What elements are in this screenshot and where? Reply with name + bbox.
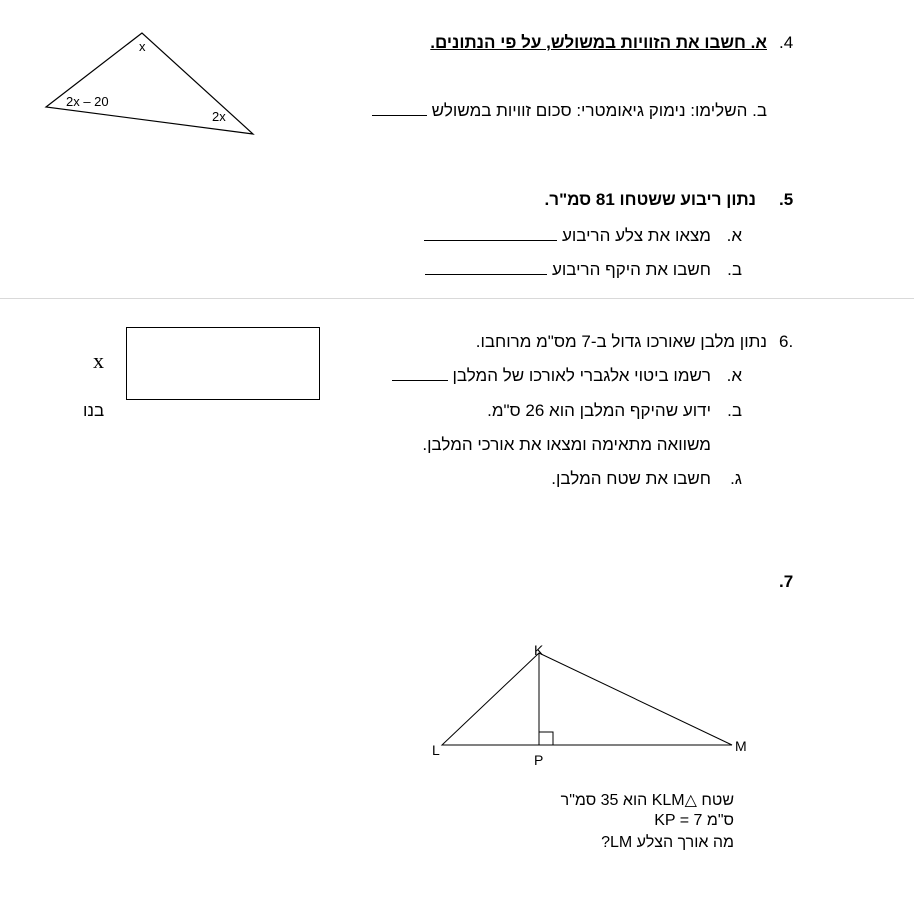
q4-left-angle-label: 2x – 20: [66, 94, 109, 109]
q5-b-line: [425, 260, 711, 280]
q7-line1: שטח △KLM הוא 35 סמ"ר: [560, 792, 734, 809]
q4-number: .4: [779, 33, 794, 52]
q6-b-text: ידוע שהיקף המלבן הוא 26 ס"מ.: [487, 401, 711, 420]
q7-label-l: L: [432, 742, 440, 758]
q6-c-letter: ג.: [730, 469, 742, 488]
q7-label-p: P: [534, 752, 544, 768]
q7-right-angle-mark: [539, 732, 553, 745]
q5-a-line: [424, 226, 711, 246]
q4-right-angle-label: 2x: [212, 109, 226, 124]
q5-a-letter: א.: [726, 226, 742, 245]
q6-intro: נתון מלבן שאורכו גדול ב-7 מס"מ מרוחבו.: [475, 332, 767, 351]
q6-a-line: [392, 366, 711, 386]
q6-margin-note: בנו: [83, 401, 105, 420]
q7-triangle-diagram: [425, 635, 760, 775]
q5-a-text: מצאו את צלע הריבוע: [561, 226, 711, 245]
q7-line3: מה אורך הצלע LM?: [601, 834, 734, 851]
q6-a-letter: א.: [726, 366, 742, 385]
q6-b-text2: משוואה מתאימה ומצאו את אורכי המלבן.: [422, 435, 711, 454]
q4-triangle-diagram: [40, 28, 260, 138]
q7-triangle: [442, 653, 732, 745]
q6-a-answer-blank[interactable]: [392, 366, 448, 381]
q5-b-text: חשבו את היקף הריבוע: [552, 260, 711, 279]
q7-number: .7: [779, 572, 794, 591]
q6-c-text: חשבו את שטח המלבן.: [551, 469, 711, 488]
q4-b-line: [372, 101, 767, 121]
q4-top-angle-label: x: [139, 39, 146, 54]
q4-b-text: ב. השלימו: נימוק גיאומטרי: סכום זוויות במשולש: [431, 101, 767, 120]
q5-a-answer-blank[interactable]: [424, 226, 557, 241]
q7-label-k: K: [534, 642, 544, 658]
q6-side-label: x: [93, 348, 104, 373]
q7-label-m: M: [735, 738, 747, 754]
q6-a-text: רשמו ביטוי אלגברי לאורכו של המלבן: [452, 366, 711, 385]
q4-answer-blank[interactable]: [372, 101, 427, 116]
q6-b-letter: ב.: [727, 401, 742, 420]
q6-rectangle: [126, 327, 320, 400]
q5-title: נתון ריבוע ששטחו 81 סמ"ר.: [544, 190, 756, 209]
section-divider: [0, 298, 914, 299]
q4-a-text: א. חשבו את הזוויות במשולש, על פי הנתונים.: [430, 33, 767, 52]
q5-number: .5: [779, 190, 794, 209]
q5-b-answer-blank[interactable]: [425, 260, 547, 275]
q5-b-letter: ב.: [727, 260, 742, 279]
q6-number: 6.: [779, 332, 794, 351]
q7-line2: KP = 7 ס"מ: [654, 812, 734, 829]
